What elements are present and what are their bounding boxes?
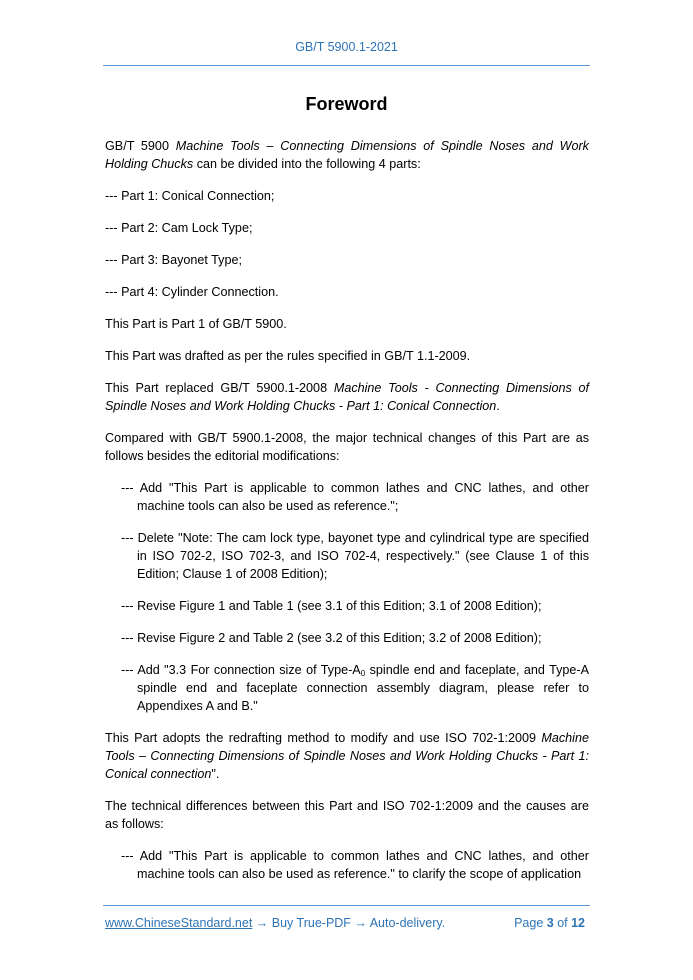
differences-paragraph: The technical differences between this Part and ISO 702-1:2009 and the causes are as follows: bbox=[105, 799, 589, 831]
iso-title: Machine Tools – Connecting Dimensions of Spindle Noses and Work Holding Chucks - Part 1: Conical connection bbox=[105, 731, 589, 781]
adoption-text: This Part adopts the redrafting method to modify and use ISO 702-1:2009 bbox=[105, 731, 542, 745]
replacement-text: This Part replaced GB/T 5900.1-2008 bbox=[105, 381, 334, 395]
change-text: --- Add "3.3 For connection size of Type-A bbox=[121, 663, 361, 677]
intro-text-end: can be divided into the following 4 parts: bbox=[193, 157, 421, 171]
change-item: --- Delete "Note: The cam lock type, bayonet type and cylindrical type are specified in ISO 702-2, ISO 702-3, and ISO 702-4, respectively." (see Clause 1 of this Edition; Clause 1 of 2008 Edition); bbox=[121, 531, 589, 581]
intro-paragraph bbox=[105, 137, 589, 173]
adoption-paragraph bbox=[105, 729, 589, 783]
change-item: --- Revise Figure 1 and Table 1 (see 3.1 of this Edition; 3.1 of 2008 Edition); bbox=[121, 599, 542, 613]
footer-link[interactable] bbox=[105, 916, 445, 930]
standard-title: Machine Tools – Connecting Dimensions of Spindle Noses and Work Holding Chucks bbox=[105, 139, 589, 171]
part-item: --- Part 3: Bayonet Type; bbox=[105, 253, 242, 267]
change-item: --- Add "This Part is applicable to common lathes and CNC lathes, and other machine tools can also be used as reference."; bbox=[121, 481, 589, 513]
replaced-standard-title: Machine Tools - Connecting Dimensions of Spindle Noses and Work Holding Chucks - Part 1: Conical Connection bbox=[105, 381, 589, 413]
total-pages: 12 bbox=[571, 916, 585, 930]
part-item: --- Part 4: Cylinder Connection. bbox=[105, 285, 279, 299]
footer-tagline: → Buy True-PDF → Auto-delivery. bbox=[252, 916, 446, 930]
header-divider bbox=[103, 65, 590, 66]
part-item: --- Part 1: Conical Connection; bbox=[105, 189, 275, 203]
page-label: Page bbox=[514, 916, 547, 930]
footer-divider bbox=[103, 905, 590, 906]
header-title: GB/T 5900.1-2021 bbox=[295, 40, 398, 54]
part-statement: This Part is Part 1 of GB/T 5900. bbox=[105, 317, 287, 331]
current-page: 3 bbox=[546, 916, 554, 930]
comparison-paragraph: Compared with GB/T 5900.1-2008, the major technical changes of this Part are as follows besides the editorial modifications: bbox=[105, 431, 589, 463]
intro-text: GB/T 5900 bbox=[105, 139, 176, 153]
drafting-statement: This Part was drafted as per the rules specified in GB/T 1.1-2009. bbox=[105, 349, 471, 363]
replacement-paragraph bbox=[105, 379, 589, 415]
change-item: --- Revise Figure 2 and Table 2 (see 3.2 of this Edition; 3.2 of 2008 Edition); bbox=[121, 631, 542, 645]
part-item: --- Part 2: Cam Lock Type; bbox=[105, 221, 253, 235]
subscript: 0 bbox=[360, 669, 366, 678]
document-body bbox=[105, 137, 589, 897]
page-of-label: of bbox=[553, 916, 572, 930]
adoption-text-end: ". bbox=[211, 767, 220, 781]
page-title: Foreword bbox=[305, 94, 388, 114]
difference-item: --- Add "This Part is applicable to common lathes and CNC lathes, and other machine tools can also be used as reference." to clarify the scope of application bbox=[121, 849, 589, 881]
replacement-text-end: . bbox=[496, 399, 500, 413]
change-text-end: spindle end and faceplate, and Type-A spindle end and faceplate connection assembly diagram, please refer to Appendixes A and B." bbox=[137, 663, 589, 713]
website-link[interactable]: www.ChineseStandard.net bbox=[105, 916, 253, 930]
page-number bbox=[514, 916, 585, 930]
change-item bbox=[121, 661, 589, 715]
